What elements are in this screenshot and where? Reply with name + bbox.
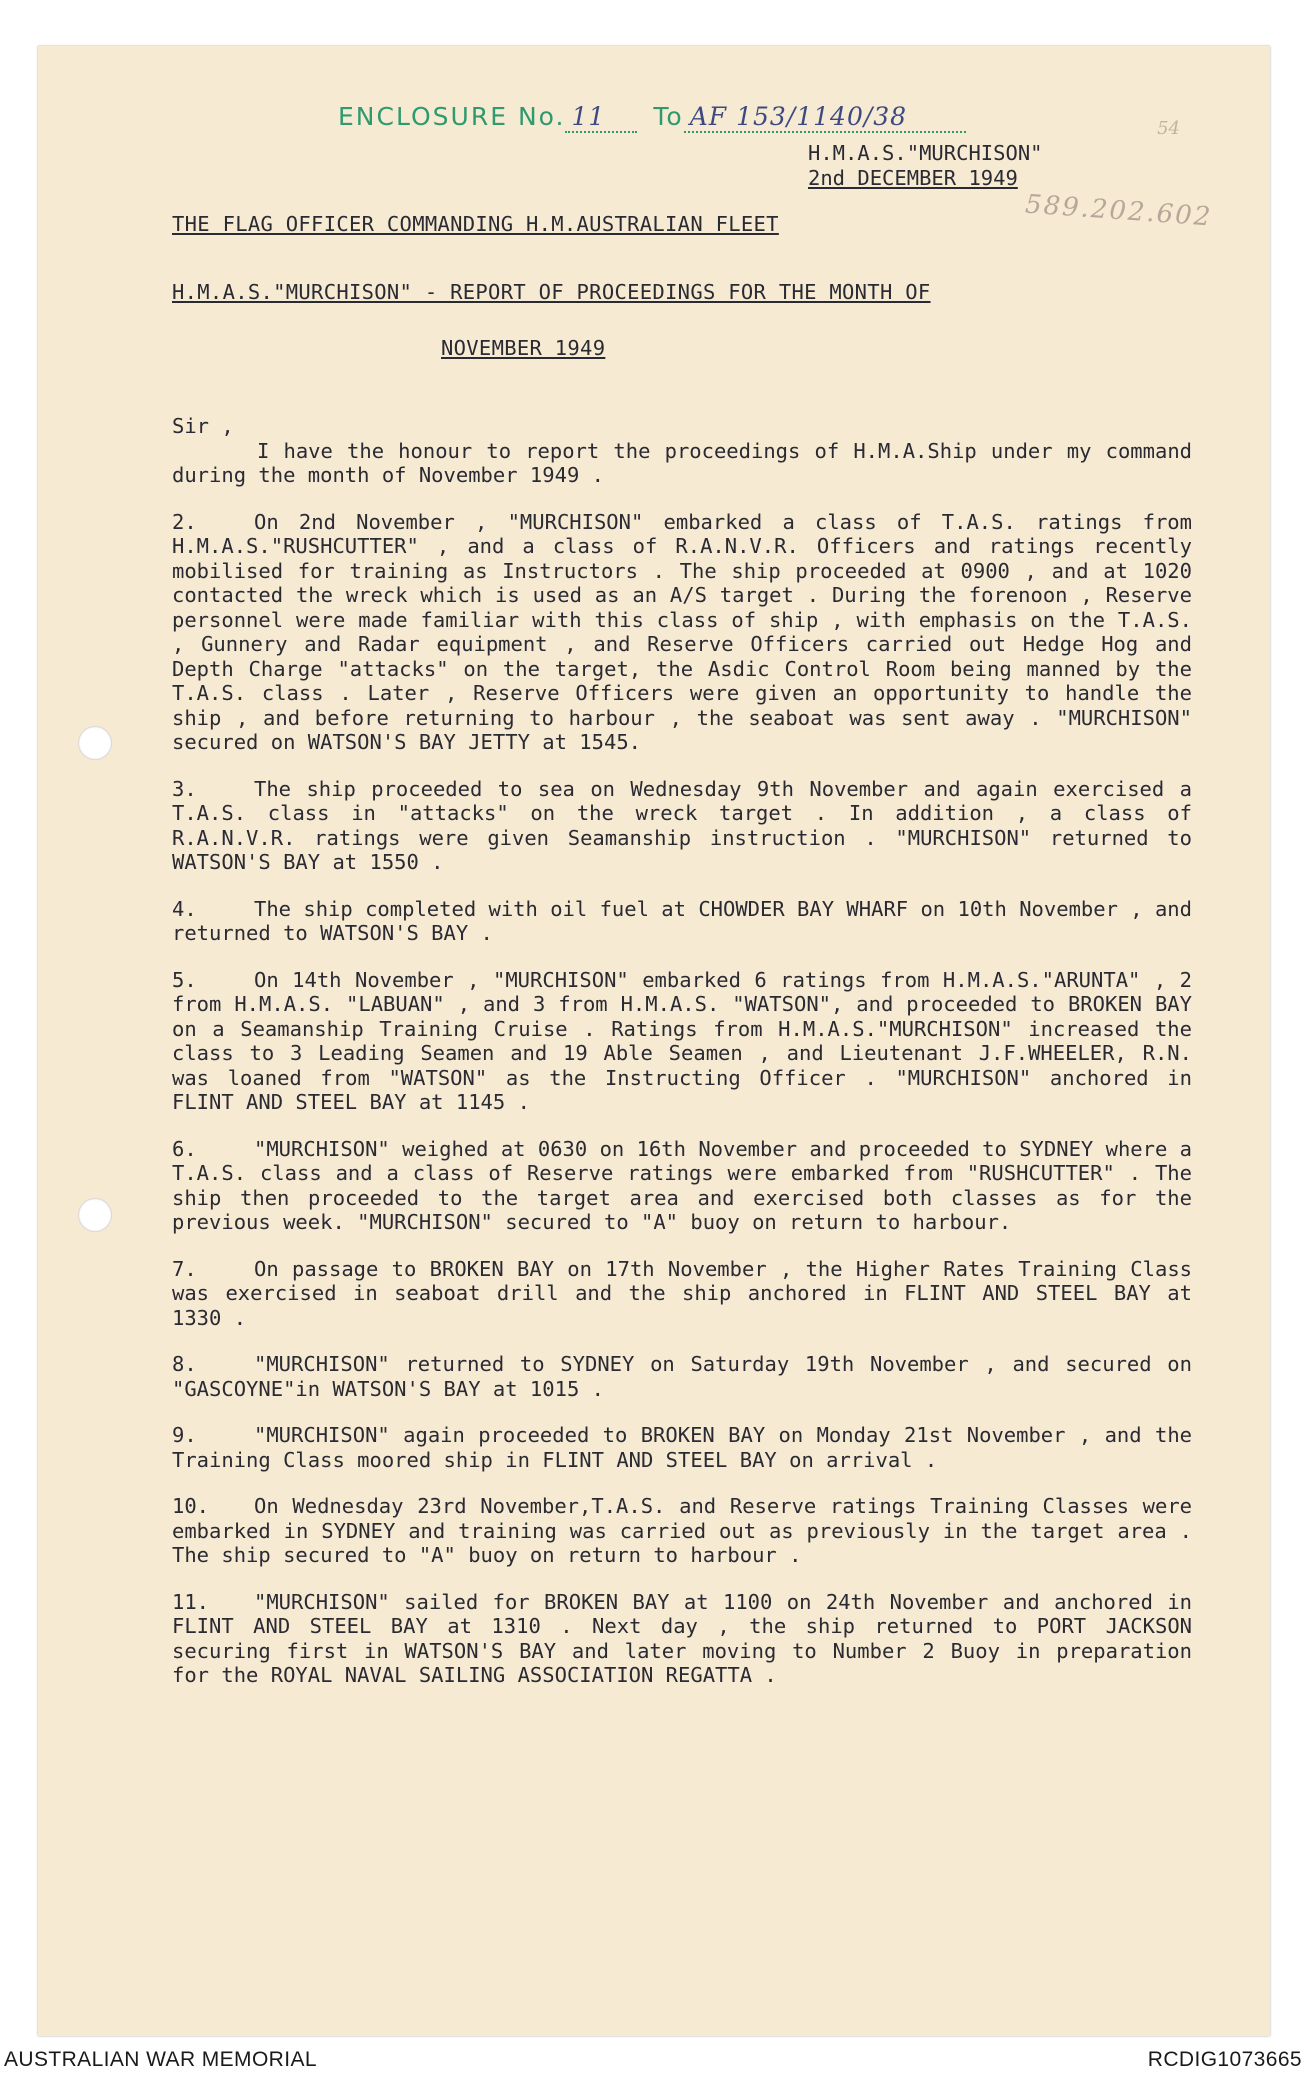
paragraph [172, 510, 1192, 755]
ship-header [808, 141, 1108, 190]
footer-item-id: RCDIG1073665 [1147, 2048, 1302, 2071]
paragraph-text: The ship completed with oil fuel at CHOWDER BAY WHARF on 10th November , and returned to WATSON'S BAY . [172, 896, 1192, 945]
paragraph-number: 2. [172, 509, 197, 534]
file-reference: AF 153/1140/38 [684, 102, 966, 133]
paragraph [172, 1137, 1192, 1235]
paragraph-text: On 14th November , "MURCHISON" embarked 6 ratings from H.M.A.S."ARUNTA" , 2 from H.M.A.S. "LABUAN" , and 3 from H.M.A.S. "WATSON", and proceeded to BROKEN BAY on a Seamanship Training Cruise . Ratings from H.M.A.S."MURCHISON" increased the class to 3 Leading Seamen and 19 Able Seamen , and Lieutenant J.F.WHEELER, R.N. was loaned from "WATSON" as the Instructing Officer . "MURCHISON" anchored in FLINT AND STEEL BAY at 1145 . [172, 967, 1192, 1114]
paragraph-text: "MURCHISON" again proceeded to BROKEN BAY on Monday 21st November , and the Training Class moored ship in FLINT AND STEEL BAY on arrival . [172, 1423, 1192, 1472]
paragraph-number: 3. [172, 776, 197, 801]
paragraph-text: "MURCHISON" weighed at 0630 on 16th November and proceeded to SYDNEY where a T.A.S. class and a class of Reserve ratings were embarked from "RUSHCUTTER" . The ship then proceeded to the target area and exercised both classes as for the previous week. "MURCHISON" secured to "A" buoy on return to harbour. [172, 1136, 1192, 1234]
ship-name: H.M.A.S."MURCHISON" [808, 141, 1043, 165]
handwritten-folio: 54 [1157, 118, 1180, 139]
document-page [38, 46, 1270, 2036]
paragraph [172, 1423, 1192, 1472]
enclosure-label: ENCLOSURE No. [338, 102, 566, 131]
handwritten-reference: 589.202.602 [1023, 189, 1213, 233]
paragraph-text: "MURCHISON" sailed for BROKEN BAY at 1100 on 24th November and anchored in FLINT AND STEEL BAY at 1310 . Next day , the ship returned to PORT JACKSON securing first in WATSON'S BAY and later moving to Number 2 Buoy in preparation for the ROYAL NAVAL SAILING ASSOCIATION REGATTA . [172, 1589, 1192, 1687]
paragraph-text: "MURCHISON" returned to SYDNEY on Saturday 19th November , and secured on "GASCOYNE"in WATSON'S BAY at 1015 . [172, 1352, 1192, 1401]
footer-institution: AUSTRALIAN WAR MEMORIAL [4, 2048, 317, 2071]
enclosure-stamp [338, 102, 966, 133]
paragraph-text: On passage to BROKEN BAY on 17th November , the Higher Rates Training Class was exercised in seaboat drill and the ship anchored in FLINT AND STEEL BAY at 1330 . [172, 1256, 1192, 1330]
report-body [172, 414, 1192, 1710]
paragraph-text: On 2nd November , "MURCHISON" embarked a class of T.A.S. ratings from H.M.A.S."RUSHCUTTER" , and a class of R.A.N.V.R. Officers and ratings recently mobilised for training as Instructors . The ship proceeded at 0900 , and at 1020 contacted the wreck which is used as an A/S target . During the forenoon , Reserve personnel were made familiar with this class of ship , with emphasis on the T.A.S. , Gunnery and Radar equipment , and Reserve Officers carried out Hedge Hog and Depth Charge "attacks" on the target, the Asdic Control Room being manned by the T.A.S. class . Later , Reserve Officers were given an opportunity to handle the ship , and before returning to harbour , the seaboat was sent away . "MURCHISON" secured on WATSON'S BAY JETTY at 1545. [172, 509, 1192, 754]
subject-line-1: H.M.A.S."MURCHISON" - REPORT OF PROCEEDINGS FOR THE MONTH OF [172, 280, 931, 304]
stamp-to-label: To [653, 102, 684, 131]
paragraph-number: 10. [172, 1494, 210, 1518]
paragraph-number: 8. [172, 1352, 197, 1376]
paragraph [172, 968, 1192, 1115]
paragraph [172, 777, 1192, 875]
addressee: THE FLAG OFFICER COMMANDING H.M.AUSTRALIAN FLEET [172, 212, 779, 236]
enclosure-number: 11 [565, 102, 637, 133]
paragraph-number: 6. [172, 1136, 197, 1161]
paragraph [172, 1257, 1192, 1331]
paragraph [172, 439, 1192, 488]
paragraph-number: 11. [172, 1589, 210, 1614]
punch-hole [78, 726, 112, 760]
paragraph [172, 1494, 1192, 1568]
paragraph-text: The ship proceeded to sea on Wednesday 9th November and again exercised a T.A.S. class in "attacks" on the wreck target . In addition , a class of R.A.N.V.R. ratings were given Seamanship instruction . "MURCHISON" returned to WATSON'S BAY at 1550 . [172, 776, 1192, 874]
paragraph-number: 7. [172, 1256, 197, 1281]
report-date: 2nd DECEMBER 1949 [808, 165, 1018, 190]
salutation: Sir , [172, 414, 234, 438]
paragraph-number: 4. [172, 896, 197, 921]
paragraph [172, 1590, 1192, 1688]
subject-line-2: NOVEMBER 1949 [441, 336, 606, 360]
punch-hole [78, 1198, 112, 1232]
paragraph [172, 1352, 1192, 1401]
paragraph-number: 5. [172, 967, 197, 992]
paragraph-number: 9. [172, 1423, 197, 1447]
paragraph [172, 897, 1192, 946]
paragraph-text: I have the honour to report the proceedings of H.M.A.Ship under my command during the month of November 1949 . [172, 438, 1192, 487]
paragraph-text: On Wednesday 23rd November,T.A.S. and Reserve ratings Training Classes were embarked in SYDNEY and training was carried out as previously in the target area . The ship secured to "A" buoy on return to harbour . [172, 1494, 1192, 1567]
